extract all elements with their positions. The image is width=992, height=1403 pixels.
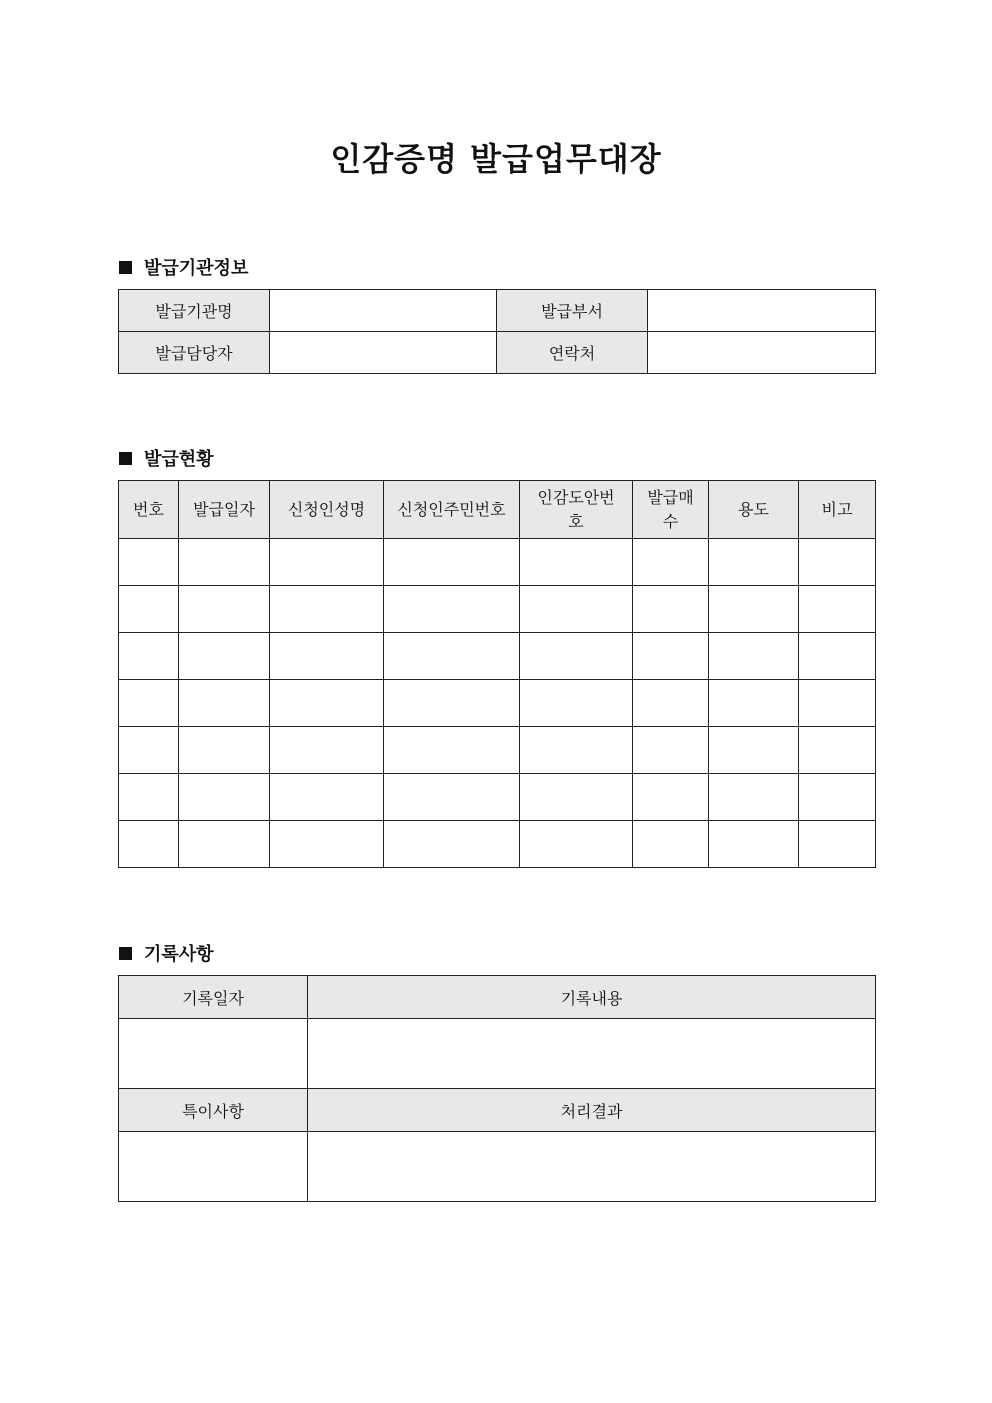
cell-copies[interactable] [633,633,709,680]
cell-copies[interactable] [633,586,709,633]
cell-seal-number[interactable] [520,821,633,868]
table-row [119,633,876,680]
square-bullet-icon [119,261,132,274]
cell-seal-number[interactable] [520,633,633,680]
section-heading-records [119,940,214,966]
col-header-copies: 발급매수 [633,481,709,539]
table-row [119,774,876,821]
table-row [119,539,876,586]
cell-purpose[interactable] [709,821,799,868]
table-row [119,727,876,774]
cell-copies[interactable] [633,680,709,727]
record-date-label: 기록일자 [119,976,308,1019]
cell-copies[interactable] [633,539,709,586]
cell-remarks[interactable] [799,586,876,633]
col-header-number: 번호 [119,481,179,539]
cell-copies[interactable] [633,821,709,868]
cell-applicant-id[interactable] [384,821,520,868]
org-name-field[interactable] [270,290,497,332]
cell-seal-number[interactable] [520,586,633,633]
table-header-row [119,481,876,539]
manager-label: 발급담당자 [119,332,270,374]
issuer-info-table [118,289,876,374]
col-header-issue-date: 발급일자 [179,481,270,539]
cell-purpose[interactable] [709,680,799,727]
cell-applicant-name[interactable] [270,821,384,868]
cell-issue-date[interactable] [179,633,270,680]
cell-seal-number[interactable] [520,727,633,774]
cell-issue-date[interactable] [179,774,270,821]
cell-purpose[interactable] [709,633,799,680]
cell-number[interactable] [119,727,179,774]
col-header-applicant-name: 신청인성명 [270,481,384,539]
cell-applicant-id[interactable] [384,633,520,680]
contact-field[interactable] [648,332,876,374]
cell-issue-date[interactable] [179,727,270,774]
square-bullet-icon [119,947,132,960]
cell-number[interactable] [119,539,179,586]
records-table [118,975,876,1202]
cell-issue-date[interactable] [179,680,270,727]
table-row [119,1132,876,1202]
table-header-row [119,1089,876,1132]
cell-purpose[interactable] [709,727,799,774]
org-name-label: 발급기관명 [119,290,270,332]
cell-applicant-name[interactable] [270,727,384,774]
record-content-label: 기록내용 [308,976,876,1019]
cell-applicant-name[interactable] [270,774,384,821]
col-header-applicant-id: 신청인주민번호 [384,481,520,539]
cell-issue-date[interactable] [179,539,270,586]
table-row [119,332,876,374]
table-header-row [119,976,876,1019]
square-bullet-icon [119,452,132,465]
cell-issue-date[interactable] [179,821,270,868]
cell-number[interactable] [119,633,179,680]
table-row [119,290,876,332]
cell-number[interactable] [119,680,179,727]
table-row [119,821,876,868]
cell-applicant-id[interactable] [384,586,520,633]
contact-label: 연락처 [497,332,648,374]
section-title: 발급기관정보 [144,258,249,279]
cell-seal-number[interactable] [520,680,633,727]
cell-applicant-name[interactable] [270,633,384,680]
special-notes-field[interactable] [119,1132,308,1202]
section-title: 기록사항 [144,944,214,965]
cell-remarks[interactable] [799,774,876,821]
cell-remarks[interactable] [799,680,876,727]
table-row [119,680,876,727]
cell-seal-number[interactable] [520,774,633,821]
cell-applicant-name[interactable] [270,586,384,633]
cell-number[interactable] [119,586,179,633]
section-title: 발급현황 [144,449,214,470]
department-field[interactable] [648,290,876,332]
cell-purpose[interactable] [709,586,799,633]
col-header-seal-number: 인감도안번호 [520,481,633,539]
cell-copies[interactable] [633,727,709,774]
department-label: 발급부서 [497,290,648,332]
cell-applicant-id[interactable] [384,539,520,586]
table-row [119,586,876,633]
section-heading-issuer [119,254,248,280]
cell-applicant-name[interactable] [270,680,384,727]
cell-number[interactable] [119,821,179,868]
cell-applicant-id[interactable] [384,727,520,774]
result-label: 처리결과 [308,1089,876,1132]
cell-purpose[interactable] [709,539,799,586]
cell-applicant-id[interactable] [384,680,520,727]
cell-remarks[interactable] [799,727,876,774]
page-title: 인감증명 발급업무대장 [330,140,662,178]
cell-purpose[interactable] [709,774,799,821]
cell-applicant-name[interactable] [270,539,384,586]
record-content-field[interactable] [308,1019,876,1089]
result-field[interactable] [308,1132,876,1202]
cell-seal-number[interactable] [520,539,633,586]
issuance-status-table [118,480,876,868]
col-header-purpose: 용도 [709,481,799,539]
cell-remarks[interactable] [799,821,876,868]
manager-field[interactable] [270,332,497,374]
cell-issue-date[interactable] [179,586,270,633]
cell-remarks[interactable] [799,633,876,680]
record-date-field[interactable] [119,1019,308,1089]
cell-remarks[interactable] [799,539,876,586]
cell-number[interactable] [119,774,179,821]
section-heading-status [119,445,214,471]
cell-copies[interactable] [633,774,709,821]
cell-applicant-id[interactable] [384,774,520,821]
status-table-body [119,539,876,868]
special-notes-label: 특이사항 [119,1089,308,1132]
table-row [119,1019,876,1089]
col-header-remarks: 비고 [799,481,876,539]
